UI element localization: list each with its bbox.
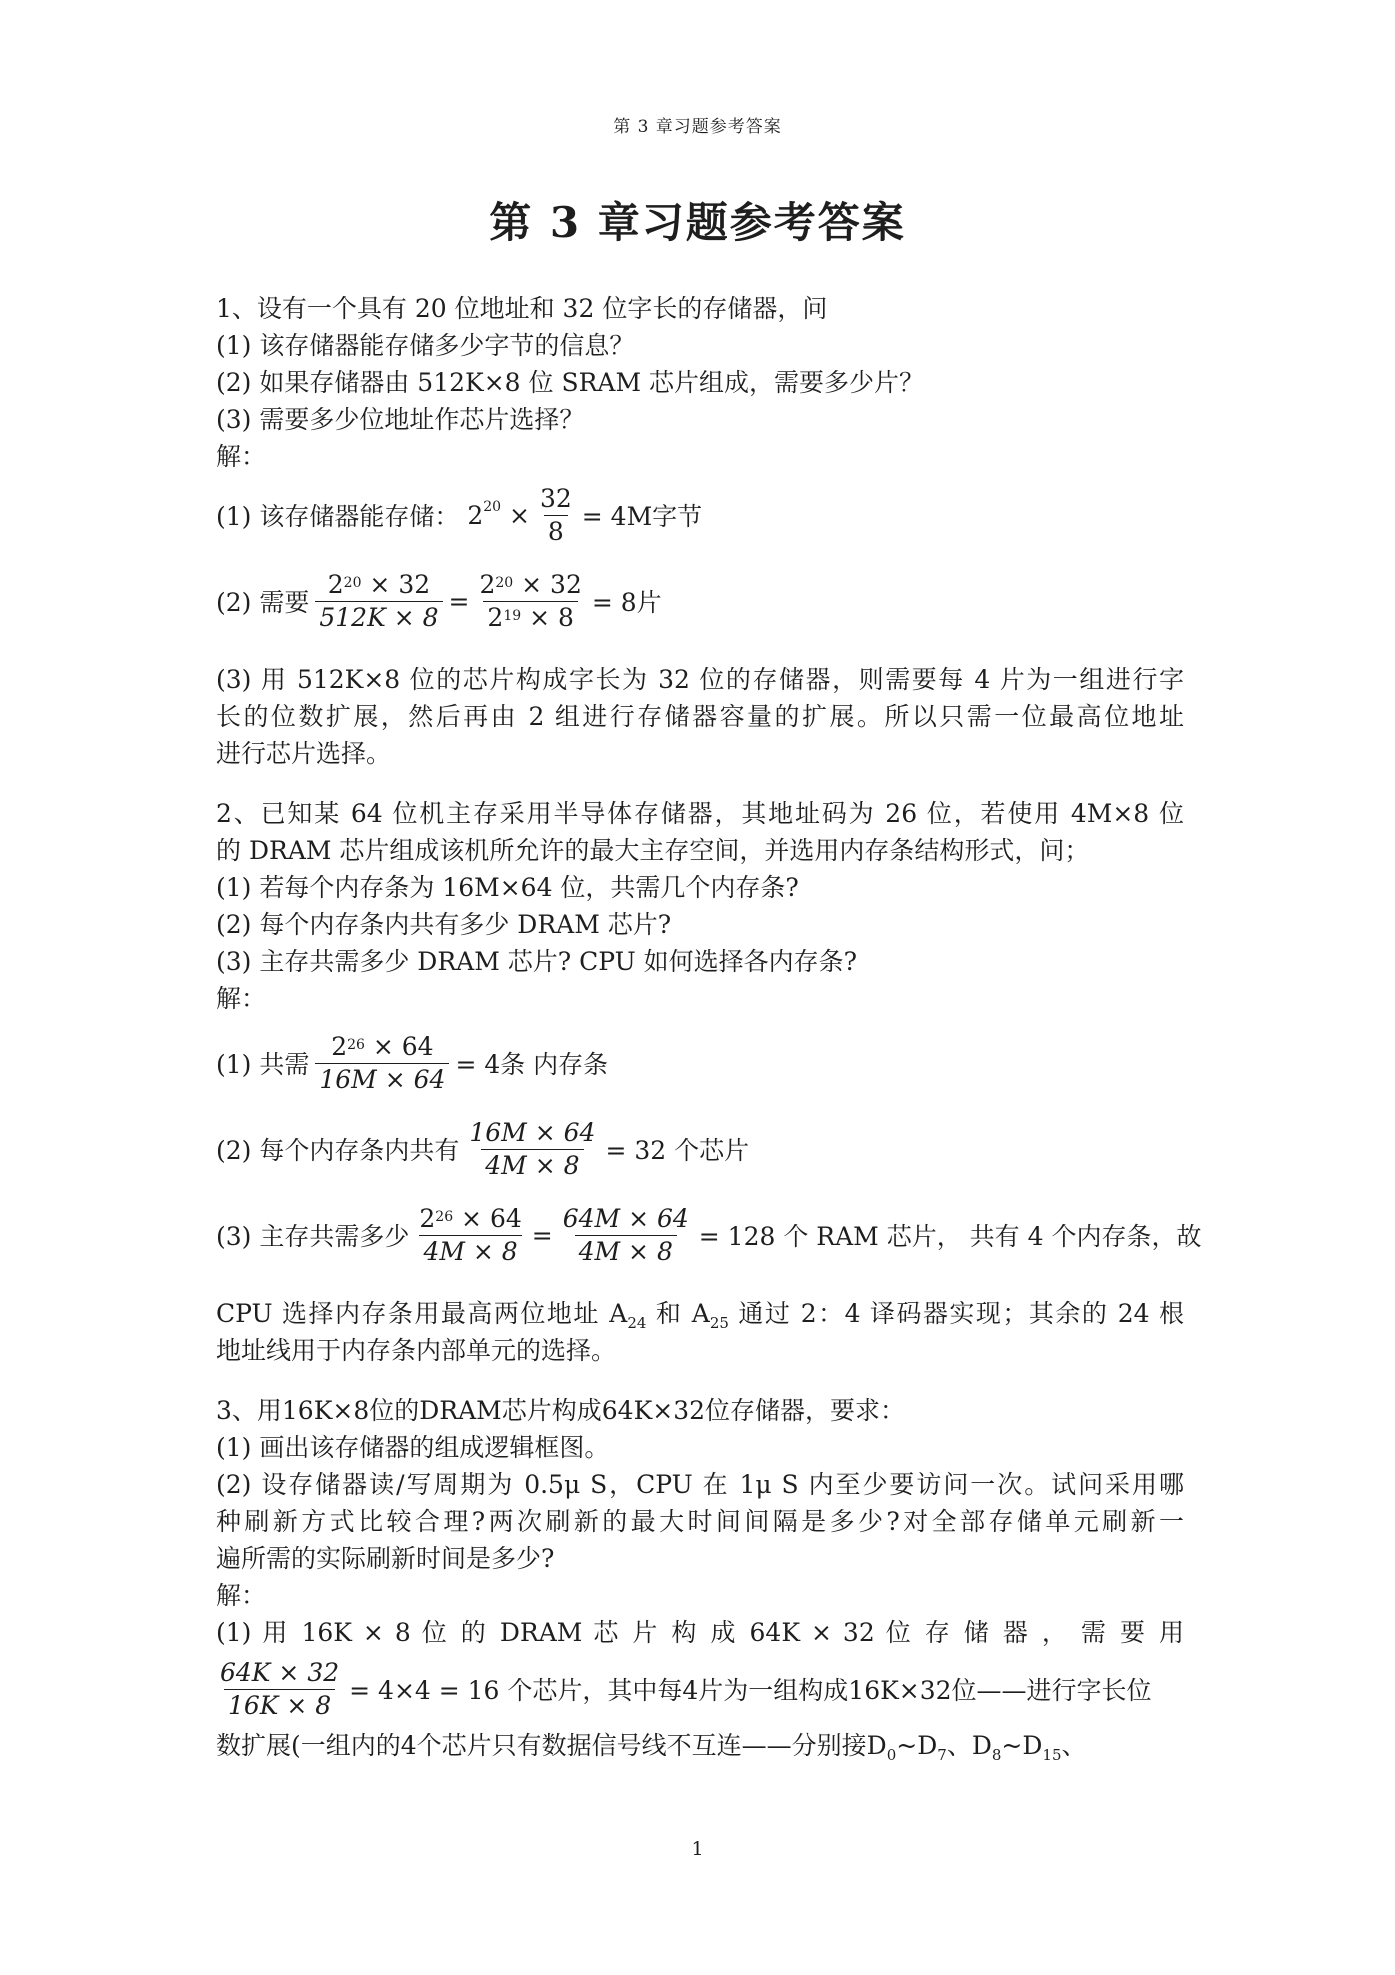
q2-part-3: (3) 主存共需多少 DRAM 芯片? CPU 如何选择各内存条? bbox=[216, 947, 858, 976]
q3-answer-1-line-3: 数扩展(一组内的4个芯片只有数据信号线不互连——分别接$D_0\sim D_7$、$D_8\sim D_{15}$、 bbox=[216, 1731, 1087, 1764]
q2-stem-line-1: 2、已知某 64 位机主存采用半导体存储器，其地址码为 26 位，若使用 4M×8 位 bbox=[216, 799, 1184, 828]
q2-answer-1: (1) 共需 $\frac{2^{26} \times 64}{16M \times 64}$ = 4条 内存条 bbox=[216, 1031, 609, 1094]
page-title: 第 3 章习题参考答案 bbox=[489, 198, 906, 247]
q3-solution-label: 解： bbox=[216, 1581, 267, 1610]
q3-part-2-line-1: (2) 设存储器读/写周期为 0.5μ S，CPU 在 1μ S 内至少要访问一次。试问采用哪 bbox=[216, 1470, 1184, 1499]
q1-solution-label: 解： bbox=[216, 442, 267, 471]
q2-stem-line-2: 的 DRAM 芯片组成该机所允许的最大主存空间，并选用内存条结构形式，问； bbox=[216, 836, 1090, 865]
fraction: $\frac{64K \times 32}{16K \times 8}$ bbox=[220, 1657, 340, 1720]
fraction: $\frac{32}{8}$ bbox=[539, 483, 572, 546]
q1-answer-1: (1) 该存储器能存储： $2^{20}$ × $\frac{32}{8}$ = 4M字节 bbox=[216, 483, 703, 546]
q2-solution-label: 解： bbox=[216, 984, 267, 1013]
q2-answer-3-line-2: CPU 选择内存条用最高两位地址 $A_{24}$ 和 $A_{25}$ 通过 2：4 译码器实现；其余的 24 根 bbox=[216, 1299, 1185, 1332]
fraction: $\frac{64M \times 64}{4M \times 8}$ bbox=[562, 1203, 689, 1266]
q1-stem: 1、设有一个具有 20 位地址和 32 位字长的存储器，问 bbox=[216, 294, 828, 323]
running-header: 第 3 章习题参考答案 bbox=[613, 117, 782, 137]
q2-part-2: (2) 每个内存条内共有多少 DRAM 芯片? bbox=[216, 910, 672, 939]
document-body bbox=[216, 290, 1202, 1764]
q1-answer-3-line-2: 长的位数扩展，然后再由 2 组进行存储器容量的扩展。所以只需一位最高位地址 bbox=[216, 702, 1184, 731]
q3-stem: 3、用16K×8位的DRAM芯片构成64K×32位存储器，要求： bbox=[216, 1396, 906, 1425]
q3-part-2-line-3: 遍所需的实际刷新时间是多少? bbox=[216, 1544, 555, 1573]
page-number: 1 bbox=[691, 1838, 704, 1860]
q2-answer-2: (2) 每个内存条内共有 $\frac{16M \times 64}{4M \times 8}$ = 32 个芯片 bbox=[216, 1117, 750, 1180]
q1-part-1: (1) 该存储器能存储多少字节的信息？ bbox=[216, 331, 635, 360]
q3-answer-1-line-1: (1) 用 16K × 8 位 的 DRAM 芯 片 构 成 64K × 32 位 存 储 器 ， 需 要 用 bbox=[216, 1618, 1184, 1647]
fraction: $\frac{2^{26} \times 64}{16M \times 64}$ bbox=[315, 1031, 449, 1096]
q1-answer-2: (2) 需要 $\frac{2^{20} \times 32}{512K \times 8}$ = $\frac{2^{20} \times 32}{2^{19} \times 8}$ = 8片 bbox=[216, 569, 662, 632]
q2-part-1: (1) 若每个内存条为 16M×64 位，共需几个内存条? bbox=[216, 873, 799, 902]
fraction: $\frac{2^{20} \times 32}{2^{19} \times 8}$ bbox=[479, 569, 582, 632]
q2-answer-3-line-3: 地址线用于内存条内部单元的选择。 bbox=[216, 1336, 617, 1365]
q1-part-2: (2) 如果存储器由 512K×8 位 SRAM 芯片组成，需要多少片？ bbox=[216, 368, 924, 397]
q2-answer-3: (3) 主存共需多少 $\frac{2^{26} \times 64}{4M \times 8}$ = $\frac{64M \times 64}{4M \times 8}$ = 128 个 RAM 芯片， 共有 4 个内存条，故 bbox=[216, 1203, 1202, 1266]
q1-answer-3-line-1: (3) 用 512K×8 位的芯片构成字长为 32 位的存储器，则需要每 4 片为一组进行字 bbox=[216, 665, 1184, 694]
q3-part-1: (1) 画出该存储器的组成逻辑框图。 bbox=[216, 1433, 610, 1462]
fraction: $\frac{2^{20} \times 32}{512K \times 8}$ bbox=[315, 569, 442, 634]
q3-part-2-line-2: 种刷新方式比较合理?两次刷新的最大时间间隔是多少?对全部存储单元刷新一 bbox=[216, 1507, 1184, 1536]
q1-answer-3-line-3: 进行芯片选择。 bbox=[216, 739, 392, 768]
q3-answer-1-line-2: $\frac{64K \times 32}{16K \times 8}$ = 4×4 = 16 个芯片，其中每4片为一组构成16K×32位——进行字长位 bbox=[216, 1651, 1184, 1727]
q1-part-3: (3) 需要多少位地址作芯片选择？ bbox=[216, 405, 585, 434]
fraction: $\frac{16M \times 64}{4M \times 8}$ bbox=[469, 1117, 596, 1180]
fraction: $\frac{2^{26} \times 64}{4M \times 8}$ bbox=[419, 1203, 522, 1266]
